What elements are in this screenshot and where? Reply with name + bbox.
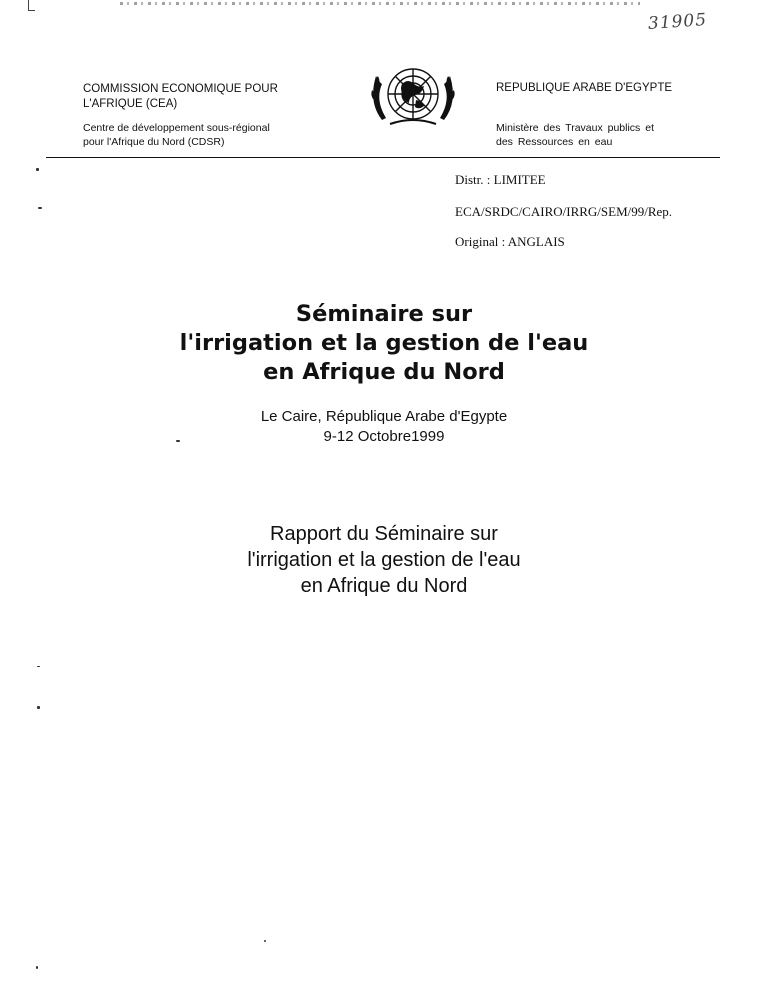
header-divider — [46, 157, 720, 158]
seminar-title-line1: Séminaire sur — [295, 301, 473, 327]
original-language: Original : ANGLAIS — [455, 234, 565, 249]
report-title — [0, 521, 768, 599]
scan-corner-mark — [28, 0, 35, 11]
commission-name — [83, 82, 333, 112]
handwritten-document-number: 31905 — [647, 9, 708, 35]
scan-speck — [37, 706, 40, 709]
subregional-centre-line1: Centre de développement sous-régional — [83, 122, 270, 134]
subregional-centre-line2: pour l'Afrique du Nord (CDSR) — [83, 136, 225, 148]
scan-speck — [37, 666, 40, 667]
commission-name-line1: COMMISSION ECONOMIQUE POUR — [83, 83, 278, 95]
report-title-line1: Rapport du Séminaire sur — [270, 523, 498, 545]
venue-place: Le Caire, République Arabe d'Egypte — [260, 408, 508, 425]
scan-artifact-line — [120, 2, 640, 5]
scan-speck — [176, 440, 180, 442]
report-title-line3: en Afrique du Nord — [300, 575, 468, 597]
venue-block — [0, 407, 768, 447]
ministry-name-line2: des Ressources en eau — [496, 136, 613, 148]
distribution-status: Distr. : LIMITEE — [455, 172, 546, 187]
scan-speck — [36, 168, 39, 171]
commission-name-line2: L'AFRIQUE (CEA) — [83, 98, 178, 110]
ministry-name-line1: Ministère des Travaux publics et — [496, 122, 654, 134]
ministry-name — [496, 121, 716, 149]
seminar-title-line2: l'irrigation et la gestion de l'eau — [179, 330, 589, 356]
republic-name: REPUBLIQUE ARABE D'EGYPTE — [496, 82, 673, 94]
scan-speck — [38, 207, 42, 209]
seminar-title — [0, 300, 768, 387]
venue-dates: 9-12 Octobre1999 — [323, 428, 445, 445]
report-title-line2: l'irrigation et la gestion de l'eau — [247, 549, 521, 571]
seminar-title-line3: en Afrique du Nord — [263, 359, 505, 385]
scan-speck — [36, 966, 38, 969]
document-symbol: ECA/SRDC/CAIRO/IRRG/SEM/99/Rep. — [455, 204, 673, 219]
subregional-centre — [83, 121, 333, 149]
un-emblem-icon — [358, 60, 468, 132]
scan-speck — [264, 940, 266, 942]
